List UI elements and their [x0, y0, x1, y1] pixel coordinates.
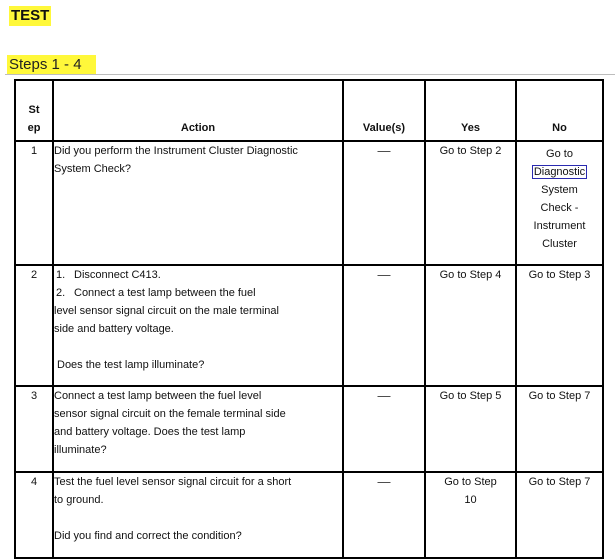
action-text: to ground.: [54, 494, 104, 506]
yes-cell[interactable]: Go to Step 2: [425, 141, 516, 265]
yes-cell[interactable]: Go to Step 4: [425, 265, 516, 386]
diagnostic-link[interactable]: Diagnostic: [533, 166, 586, 178]
action-text: Connect a test lamp between the fuel level: [54, 390, 262, 402]
no-text: Cluster: [542, 238, 577, 250]
action-text: sensor signal circuit on the female terminal side: [54, 408, 286, 420]
yes-text: 10: [464, 494, 477, 506]
value-cell: —: [343, 386, 425, 472]
step-number: 1: [15, 141, 53, 265]
no-cell: [516, 141, 603, 265]
step-number: 3: [15, 386, 53, 472]
table-row: [15, 472, 603, 558]
no-text: Instrument: [533, 220, 586, 232]
step-header-line1: St: [28, 104, 40, 116]
item-number: 1.: [56, 269, 66, 281]
table-row: [15, 386, 603, 472]
column-header-yes: Yes: [425, 80, 516, 141]
action-cell: [53, 472, 343, 558]
item-number: 2.: [56, 287, 66, 299]
heading-divider: [5, 74, 615, 75]
no-text: Go to: [546, 148, 573, 160]
table-row: [15, 265, 603, 386]
table-row: [15, 141, 603, 265]
numbered-item: [54, 266, 342, 284]
yes-cell[interactable]: Go to Step 5: [425, 386, 516, 472]
step-number: 2: [15, 265, 53, 386]
column-header-no: No: [516, 80, 603, 141]
page-title: TEST: [11, 7, 50, 24]
yes-cell[interactable]: [425, 472, 516, 558]
action-text: side and battery voltage.: [54, 323, 174, 335]
column-header-action: Action: [53, 80, 343, 141]
value-cell: —: [343, 472, 425, 558]
item-text: Connect a test lamp between the fuel: [74, 287, 256, 299]
section-heading: Steps 1 - 4: [7, 55, 96, 75]
no-cell[interactable]: Go to Step 7: [516, 472, 603, 558]
action-text: System Check?: [54, 163, 132, 175]
action-text: Did you perform the Instrument Cluster Diagnostic: [54, 145, 298, 157]
diagnostic-steps-table: [14, 79, 604, 559]
item-text: Disconnect C413.: [74, 269, 161, 281]
column-header-step: [15, 80, 53, 141]
question-text: Does the test lamp illuminate?: [57, 359, 205, 371]
action-text: and battery voltage. Does the test lamp: [54, 426, 246, 438]
no-text: System: [541, 184, 578, 196]
numbered-item: [54, 284, 342, 302]
action-text: illuminate?: [54, 444, 107, 456]
question-text: Did you find and correct the condition?: [54, 530, 242, 542]
no-text: Check -: [540, 202, 579, 214]
step-header-line2: ep: [27, 122, 41, 134]
action-text: Test the fuel level sensor signal circuit for a short: [54, 476, 292, 488]
value-cell: —: [343, 141, 425, 265]
action-text: level sensor signal circuit on the male terminal: [54, 305, 279, 317]
action-cell: [53, 265, 343, 386]
value-cell: —: [343, 265, 425, 386]
table-header-row: [15, 80, 603, 141]
yes-text: Go to Step: [444, 476, 497, 488]
no-cell[interactable]: Go to Step 7: [516, 386, 603, 472]
action-cell: [53, 386, 343, 472]
step-number: 4: [15, 472, 53, 558]
no-cell[interactable]: Go to Step 3: [516, 265, 603, 386]
column-header-values: Value(s): [343, 80, 425, 141]
action-cell: [53, 141, 343, 265]
